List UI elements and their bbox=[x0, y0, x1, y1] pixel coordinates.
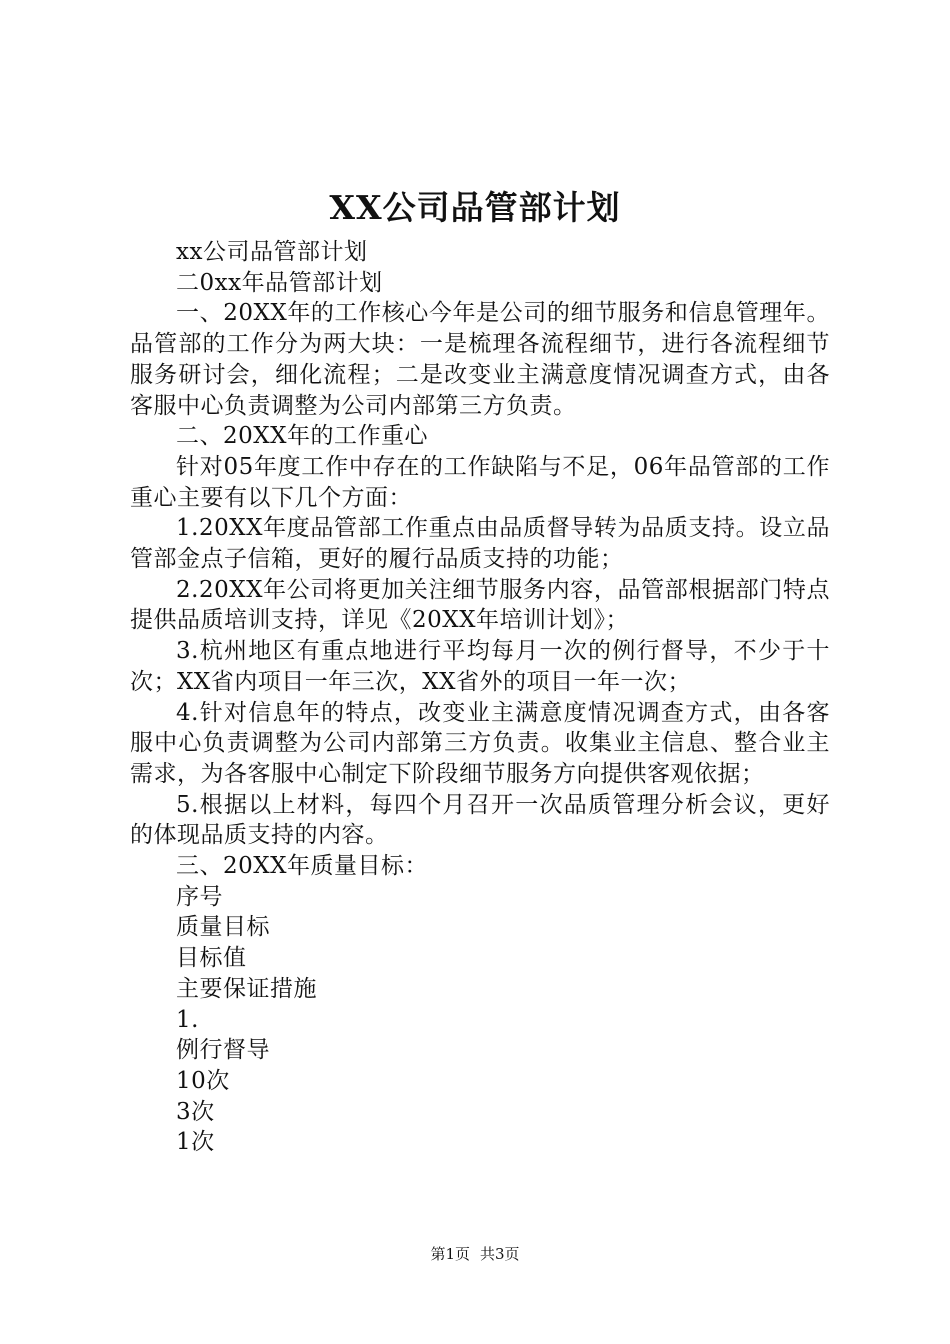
page-number: 第1页 bbox=[430, 1245, 470, 1263]
table-cell: 序号 bbox=[176, 883, 223, 910]
page-count: 共3页 bbox=[480, 1245, 520, 1263]
table-cell: 3次 bbox=[176, 1098, 215, 1125]
paragraph: 针对05年度工作中存在的工作缺陷与不足，06年品管部的工作重心主要有以下几个方面： bbox=[130, 453, 830, 511]
list-item: 2.20XX年公司将更加关注细节服务内容，品管部根据部门特点提供品质培训支持，详见《20XX年培训计划》； bbox=[130, 576, 830, 634]
table-cell: 主要保证措施 bbox=[176, 975, 317, 1002]
paragraph: 一、20XX年的工作核心今年是公司的细节服务和信息管理年。品管部的工作分为两大块：一是梳理各流程细节，进行各流程细节服务研讨会，细化流程；二是改变业主满意度情况调查方式，由各客服中心负责调整为公司内部第三方负责。 bbox=[130, 300, 830, 419]
table-cell: 10次 bbox=[176, 1067, 230, 1094]
document-title: XX公司品管部计划 bbox=[329, 188, 621, 227]
section-heading: 二、20XX年的工作重心 bbox=[176, 423, 429, 450]
section-heading: 三、20XX年质量目标： bbox=[176, 853, 429, 880]
table-cell: 目标值 bbox=[176, 945, 247, 972]
list-item: 3.杭州地区有重点地进行平均每月一次的例行督导，不少于十次；XX省内项目一年三次，XX省外的项目一年一次； bbox=[130, 638, 830, 695]
table-cell: 1次 bbox=[176, 1129, 215, 1156]
table-cell: 1. bbox=[176, 1006, 199, 1033]
paragraph: 二0xx年品管部计划 bbox=[176, 269, 383, 296]
list-item: 4.针对信息年的特点，改变业主满意度情况调查方式，由各客服中心负责调整为公司内部第三方负责。收集业主信息、整合业主需求，为各客服中心制定下阶段细节服务方向提供客观依据； bbox=[130, 699, 830, 787]
list-item: 1.20XX年度品管部工作重点由品质督导转为品质支持。设立品管部金点子信箱，更好的履行品质支持的功能； bbox=[130, 515, 830, 573]
table-cell: 例行督导 bbox=[176, 1037, 270, 1064]
document-body bbox=[130, 237, 830, 1158]
paragraph: xx公司品管部计划 bbox=[176, 239, 368, 265]
list-item: 5.根据以上材料，每四个月召开一次品质管理分析会议，更好的体现品质支持的内容。 bbox=[130, 791, 830, 849]
table-cell: 质量目标 bbox=[176, 914, 270, 941]
page-footer bbox=[0, 1244, 950, 1264]
